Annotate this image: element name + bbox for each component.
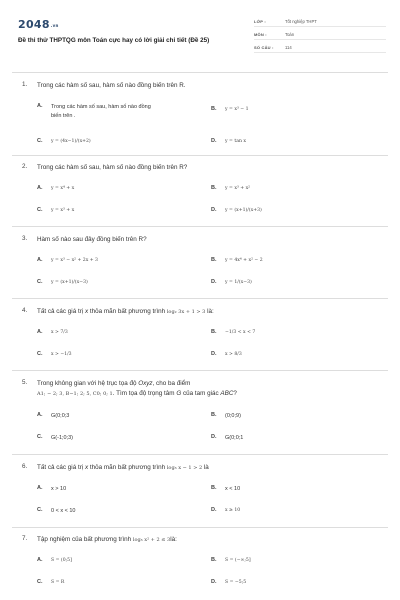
divider <box>12 155 388 156</box>
option-c[interactable] <box>37 279 88 288</box>
question-number: 1. <box>22 81 28 88</box>
option-c[interactable] <box>37 579 64 588</box>
option-letter: A. <box>37 185 43 191</box>
option-letter: B. <box>211 329 217 335</box>
option-d[interactable] <box>211 579 246 588</box>
brand-suffix: .vn <box>50 23 59 28</box>
option-content: (0;0;9) <box>225 413 241 419</box>
option-c[interactable] <box>37 138 91 147</box>
option-letter: C. <box>37 579 43 585</box>
option-letter: B. <box>211 557 217 563</box>
option-letter: B. <box>211 257 217 263</box>
math-variable: x <box>84 308 89 315</box>
question-5 <box>22 379 382 459</box>
option-b[interactable] <box>211 485 240 494</box>
option-content: S = (−∞;5] <box>225 558 251 563</box>
option-content: y = 1/(x−3) <box>225 280 252 285</box>
option-content: x > −1/3 <box>51 352 72 357</box>
question-text <box>37 463 367 474</box>
divider <box>12 226 388 227</box>
option-b[interactable] <box>211 412 241 421</box>
option-content: S = R <box>51 580 65 585</box>
option-letter: D. <box>211 351 217 357</box>
option-content: G(0;0;1 <box>225 435 244 441</box>
option-content: G(-1;0;3) <box>51 435 74 441</box>
option-letter: A. <box>37 485 43 491</box>
question-number: 6. <box>22 463 28 470</box>
option-content: G(0;0;3 <box>51 413 70 419</box>
option-letter: D. <box>211 138 217 144</box>
option-letter: A. <box>37 103 43 109</box>
text-segment: thỏa mãn bất phương trình <box>88 308 167 315</box>
option-c[interactable] <box>37 351 72 360</box>
divider <box>12 527 388 528</box>
option-a[interactable] <box>37 412 69 421</box>
meta-row-class <box>254 16 386 27</box>
option-letter: D. <box>211 434 217 440</box>
question-number: 3. <box>22 235 28 242</box>
option-d[interactable] <box>211 507 240 516</box>
option-letter: D. <box>211 579 217 585</box>
option-content: y = x³ + x² <box>225 186 250 191</box>
option-content: x > 7/3 <box>51 330 68 335</box>
option-content: x ≥ 10 <box>225 508 241 513</box>
question-number: 7. <box>22 535 28 542</box>
option-content: 0 < x < 10 <box>51 508 76 514</box>
math-expression: A1; − 2; 3, B−1; 2; 5, C0; 0; 1 <box>37 390 113 397</box>
question-text: Trong các hàm số sau, hàm số nào đồng biến trên R? <box>37 164 188 171</box>
option-content: y = (x+1)/(x−3) <box>51 280 88 285</box>
text-segment: . Tìm tọa độ trọng tâm <box>112 389 177 397</box>
option-a[interactable] <box>37 185 74 194</box>
option-content: y = tan x <box>225 139 246 144</box>
text-segment: của tam giác <box>181 389 221 397</box>
math-variable: Oxyz <box>138 380 153 387</box>
option-content: x < 10 <box>225 486 241 492</box>
brand-name: 2048 <box>18 18 50 31</box>
option-letter: C. <box>37 207 43 213</box>
text-segment: là <box>202 464 209 471</box>
option-content: y = (4x−1)/(x+2) <box>51 139 91 144</box>
text-segment: là: <box>170 536 177 543</box>
math-variable: x <box>84 464 89 471</box>
option-b[interactable] <box>211 185 250 194</box>
option-a[interactable] <box>37 557 72 566</box>
option-a[interactable] <box>37 103 151 120</box>
question-2 <box>22 163 382 228</box>
text-segment: thỏa mãn bất phương trình <box>88 464 167 471</box>
math-variable: ABC <box>220 389 234 397</box>
divider <box>12 370 388 371</box>
option-letter: C. <box>37 434 43 440</box>
math-variable: G <box>176 389 182 397</box>
option-c[interactable] <box>37 507 75 516</box>
option-d[interactable] <box>211 138 246 147</box>
meta-value: 114 <box>285 44 292 50</box>
divider <box>12 298 388 299</box>
meta-row-subject <box>254 29 386 40</box>
option-b[interactable] <box>211 106 249 115</box>
text-segment: , cho ba điểm <box>152 380 191 387</box>
meta-key: SỐ CÂU : <box>254 44 274 50</box>
text-segment: Tập nghiệm của bất phương trình <box>37 536 133 543</box>
option-content: y = 4x⁴ + x² − 2 <box>225 258 263 263</box>
text-segment: là: <box>205 308 214 315</box>
option-letter: A. <box>37 257 43 263</box>
option-a[interactable] <box>37 485 66 494</box>
option-content: x > 10 <box>51 486 67 492</box>
question-number: 4. <box>22 307 28 314</box>
option-a[interactable] <box>37 257 98 266</box>
divider <box>12 454 388 455</box>
question-number: 2. <box>22 163 28 170</box>
option-content: y = (x+1)/(x+3) <box>225 208 262 213</box>
option-letter: B. <box>211 485 217 491</box>
meta-value: Tốt nghiệp THPT <box>285 18 317 24</box>
option-letter: D. <box>211 507 217 513</box>
option-d[interactable] <box>211 351 242 360</box>
option-letter: B. <box>211 412 217 418</box>
meta-row-count <box>254 42 386 53</box>
option-content: y = x³ − 1 <box>225 107 249 112</box>
option-d[interactable] <box>211 207 262 216</box>
option-content: x > 8/3 <box>225 352 242 357</box>
option-letter: C. <box>37 507 43 513</box>
meta-key: MÔN : <box>254 31 267 37</box>
question-7 <box>22 535 382 599</box>
option-letter: B. <box>211 106 217 112</box>
page-header <box>18 14 386 76</box>
option-letter: A. <box>37 329 43 335</box>
question-number: 5. <box>22 379 28 386</box>
text-segment: Tất cả các giá trị <box>37 308 85 315</box>
question-text <box>37 535 367 546</box>
question-4 <box>22 307 382 372</box>
question-text <box>37 379 367 399</box>
text-segment: Tất cả các giá trị <box>37 464 85 471</box>
option-d[interactable] <box>211 434 243 443</box>
math-expression: log₃ x² + 2 ≤ 3 <box>132 537 171 543</box>
brand-logo[interactable] <box>18 18 59 31</box>
question-text: Hàm số nào sau đây đồng biến trên R? <box>37 236 147 243</box>
option-c[interactable] <box>37 207 74 216</box>
option-letter: C. <box>37 138 43 144</box>
text-segment: Trong không gian với hệ trục tọa độ <box>37 380 139 387</box>
question-3 <box>22 235 382 300</box>
option-b[interactable] <box>211 557 251 566</box>
question-text <box>37 307 367 318</box>
option-letter: D. <box>211 279 217 285</box>
option-letter: C. <box>37 351 43 357</box>
option-content: Trong các hàm số sau, hàm số nào đồng biến trên . <box>51 104 151 119</box>
option-b[interactable] <box>211 329 255 338</box>
option-content: S = (0;5] <box>51 558 72 563</box>
option-content: −1/3 < x < 7 <box>225 330 256 335</box>
option-content: y = x³ − x² + 2x + 3 <box>51 258 98 263</box>
option-b[interactable] <box>211 257 263 266</box>
option-c[interactable] <box>37 434 73 443</box>
math-expression: log₂ 3x + 1 > 3 <box>166 309 206 315</box>
meta-value: Toán <box>285 31 295 37</box>
option-content: S = −5;5 <box>225 580 247 585</box>
option-d[interactable] <box>211 279 252 288</box>
question-6 <box>22 463 382 528</box>
option-letter: B. <box>211 185 217 191</box>
math-expression: log₃ x − 1 > 2 <box>166 465 203 471</box>
option-letter: A. <box>37 412 43 418</box>
document-meta <box>254 16 386 55</box>
option-a[interactable] <box>37 329 68 338</box>
text-segment: ? <box>233 389 237 397</box>
option-letter: A. <box>37 557 43 563</box>
question-1 <box>22 81 382 161</box>
option-letter: D. <box>211 207 217 213</box>
meta-key: LỚP : <box>254 18 266 24</box>
divider <box>12 72 388 73</box>
option-letter: C. <box>37 279 43 285</box>
question-text: Trong các hàm số sau, hàm số nào đồng biến trên R. <box>37 82 186 89</box>
document-title: Đề thi thử THPTQG môn Toán cực hay có lời giải chi tiết (Đề 25) <box>18 37 210 44</box>
option-content: y = x³ + x <box>51 208 75 213</box>
option-content: y = x⁴ + x <box>51 186 75 191</box>
